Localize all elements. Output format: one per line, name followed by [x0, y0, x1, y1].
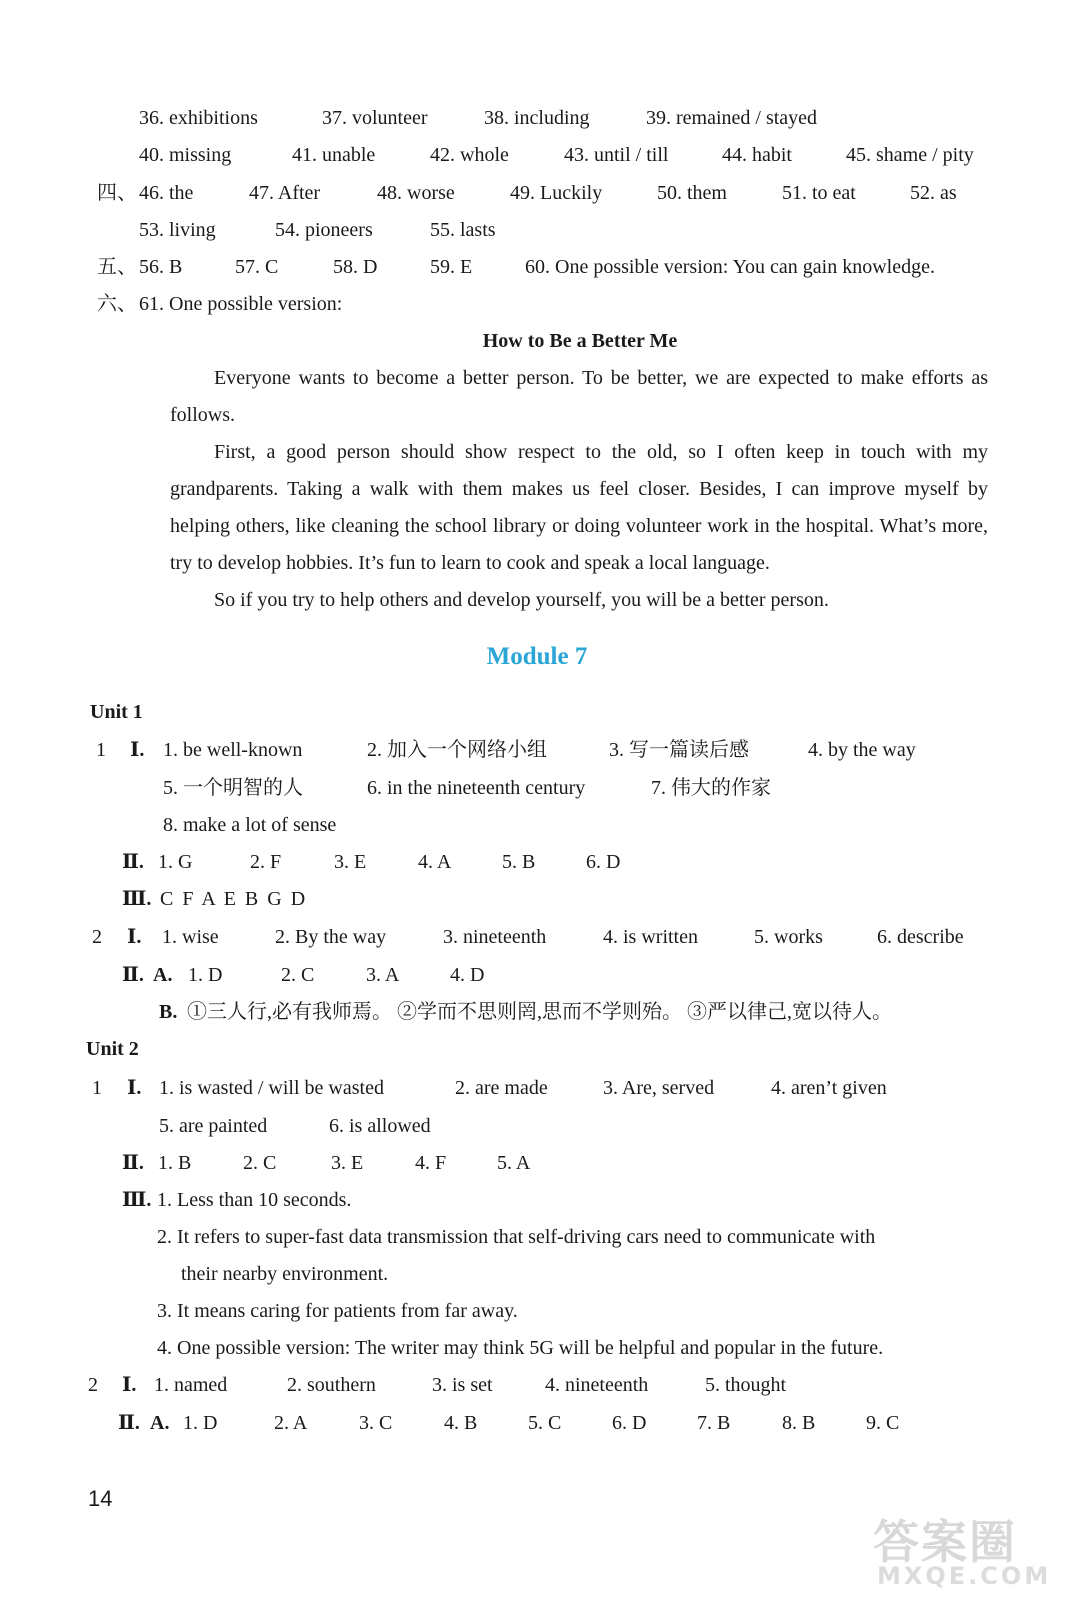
- answer-item: 5. C: [528, 1412, 562, 1434]
- watermark-logo: [863, 1506, 1063, 1596]
- answer-item: 56. B: [139, 256, 183, 278]
- answer-item: 54. pioneers: [275, 219, 373, 241]
- answer-item: 41. unable: [292, 144, 376, 166]
- answer-item: 2. A: [274, 1412, 308, 1434]
- answer-item: 9. C: [866, 1412, 900, 1434]
- roman-label: Ⅱ.: [118, 1412, 140, 1434]
- roman-label: Ⅰ.: [130, 739, 145, 761]
- answer-item: 2. southern: [287, 1374, 376, 1396]
- answer-item: 3. nineteenth: [443, 926, 547, 948]
- roman-label: Ⅱ.: [122, 1152, 144, 1174]
- sub-label: A.: [153, 964, 173, 986]
- answer-item: 3. E: [334, 851, 367, 873]
- roman-label: Ⅱ.: [122, 851, 144, 873]
- answer-item: 38. including: [484, 107, 590, 129]
- answer-item: 2. It refers to super-fast data transmission that self-driving cars need to communicate with: [157, 1226, 876, 1248]
- answer-item: 2. By the way: [275, 926, 387, 948]
- answer-item: 5. works: [754, 926, 823, 948]
- answer-item: 2. C: [281, 964, 315, 986]
- roman-label: Ⅰ.: [122, 1374, 137, 1396]
- watermark-url: MXQE.COM: [877, 1562, 1052, 1590]
- answer-item: 46. the: [139, 182, 194, 204]
- answer-item: 1. wise: [162, 926, 219, 948]
- part-number: 2: [92, 926, 102, 948]
- answer-item: 39. remained / stayed: [646, 107, 818, 129]
- answer-item: 4. A: [418, 851, 452, 873]
- module-heading: Module 7: [486, 643, 588, 670]
- answer-item: 1. be well-known: [163, 739, 303, 761]
- answer-item: 50. them: [657, 182, 727, 204]
- answer-item: 4. D: [450, 964, 485, 986]
- watermark-text: 答案圈: [873, 1515, 1017, 1569]
- answer-item: 60. One possible version: You can gain knowledge.: [525, 256, 935, 278]
- answer-item: 55. lasts: [430, 219, 496, 241]
- answer-item: 5. 一个明智的人: [163, 777, 303, 799]
- answer-item: 5. are painted: [159, 1115, 268, 1137]
- answer-item: 47. After: [249, 182, 321, 204]
- answer-item: 6. is allowed: [329, 1115, 431, 1137]
- answer-item: 43. until / till: [564, 144, 669, 166]
- answer-item: 4. F: [415, 1152, 447, 1174]
- answer-item: 44. habit: [722, 144, 792, 166]
- answer-item: 48. worse: [377, 182, 455, 204]
- roman-label: Ⅰ.: [127, 926, 142, 948]
- page-number: 14: [88, 1486, 113, 1511]
- answer-item: 3. It means caring for patients from far away.: [157, 1300, 518, 1322]
- answer-item: 3. is set: [432, 1374, 493, 1396]
- answer-item: 6. describe: [877, 926, 964, 948]
- sub-label: B.: [159, 1001, 178, 1023]
- section-label: 四、: [97, 182, 137, 204]
- answer-item: 1. Less than 10 seconds.: [157, 1189, 352, 1211]
- answer-item: 1. D: [188, 964, 223, 986]
- answer-item: 4. by the way: [808, 739, 916, 761]
- answer-item: 3. C: [359, 1412, 393, 1434]
- answer-item: C F A E B G D: [160, 888, 308, 910]
- answer-item: 3. 写一篇读后感: [609, 739, 749, 761]
- answer-item: 42. whole: [430, 144, 509, 166]
- answer-item: 49. Luckily: [510, 182, 603, 204]
- answer-item: 2. C: [243, 1152, 277, 1174]
- answer-item: 1. D: [183, 1412, 218, 1434]
- answer-item: 2. 加入一个网络小组: [367, 739, 547, 761]
- answer-item: 5. A: [497, 1152, 531, 1174]
- answer-item: 2. are made: [455, 1077, 548, 1099]
- section-label: 六、: [97, 293, 137, 315]
- answer-item: 36. exhibitions: [139, 107, 258, 129]
- answer-item: 8. make a lot of sense: [163, 814, 337, 836]
- essay-paragraph: First, a good person should show respect to the old, so I often keep in touch with my grandparents. Taking a walk with them makes us feel closer. Besides, I can improve myself by helping others, like cleaning the school library or doing volunteer work in the hospital. What’s more, try to develop hobbies. It’s fun to learn to cook and speak a local language.: [170, 441, 988, 574]
- answer-item: 53. living: [139, 219, 216, 241]
- classical-quotes: ①三人行,必有我师焉。 ②学而不思则罔,思而不学则殆。 ③严以律己,宽以待人。: [187, 1001, 892, 1023]
- roman-label: Ⅲ.: [122, 1189, 152, 1211]
- answer-item: 52. as: [910, 182, 957, 204]
- essay-paragraph: Everyone wants to become a better person. To be better, we are expected to make efforts as follows.: [170, 367, 988, 426]
- roman-label: Ⅰ.: [127, 1077, 142, 1099]
- answer-item: 4. is written: [603, 926, 698, 948]
- answer-item: 6. in the nineteenth century: [367, 777, 586, 799]
- answer-item: 59. E: [430, 256, 473, 278]
- answer-item: 4. B: [444, 1412, 478, 1434]
- answer-item: 37. volunteer: [322, 107, 428, 129]
- sub-label: A.: [150, 1412, 170, 1434]
- answer-item: their nearby environment.: [181, 1263, 389, 1285]
- answer-item: 1. B: [158, 1152, 192, 1174]
- roman-label: Ⅲ.: [122, 888, 152, 910]
- answer-item: 45. shame / pity: [846, 144, 974, 166]
- answer-item: 1. G: [158, 851, 193, 873]
- answer-item: 1. is wasted / will be wasted: [159, 1077, 384, 1099]
- answer-item: 4. nineteenth: [545, 1374, 649, 1396]
- answer-item: 1. named: [154, 1374, 228, 1396]
- answer-item: 40. missing: [139, 144, 232, 166]
- answer-item: 58. D: [333, 256, 378, 278]
- part-number: 2: [88, 1374, 98, 1396]
- answer-item: 3. E: [331, 1152, 364, 1174]
- answer-item: 6. D: [586, 851, 621, 873]
- answer-item: 7. B: [697, 1412, 731, 1434]
- answer-item: 4. aren’t given: [771, 1077, 887, 1099]
- section-label: 五、: [97, 256, 137, 278]
- answer-item: 3. Are, served: [603, 1077, 715, 1099]
- essay-title: How to Be a Better Me: [482, 330, 678, 352]
- part-number: 1: [96, 739, 106, 761]
- unit-heading: Unit 1: [90, 701, 143, 723]
- answer-item: 3. A: [366, 964, 400, 986]
- part-number: 1: [92, 1077, 102, 1099]
- answer-item: 5. B: [502, 851, 536, 873]
- answer-item: 8. B: [782, 1412, 816, 1434]
- roman-label: Ⅱ.: [122, 964, 144, 986]
- answer-item: 51. to eat: [782, 182, 856, 204]
- answer-item: 57. C: [235, 256, 279, 278]
- answer-item: 6. D: [612, 1412, 647, 1434]
- answer-item: 2. F: [250, 851, 282, 873]
- essay-paragraph: So if you try to help others and develop yourself, you will be a better person.: [214, 589, 829, 611]
- answer-item: 7. 伟大的作家: [651, 777, 771, 799]
- answer-item: 4. One possible version: The writer may think 5G will be helpful and popular in the future.: [157, 1337, 884, 1359]
- essay-intro: 61. One possible version:: [139, 293, 343, 315]
- answer-item: 5. thought: [705, 1374, 787, 1396]
- unit-heading: Unit 2: [86, 1038, 139, 1060]
